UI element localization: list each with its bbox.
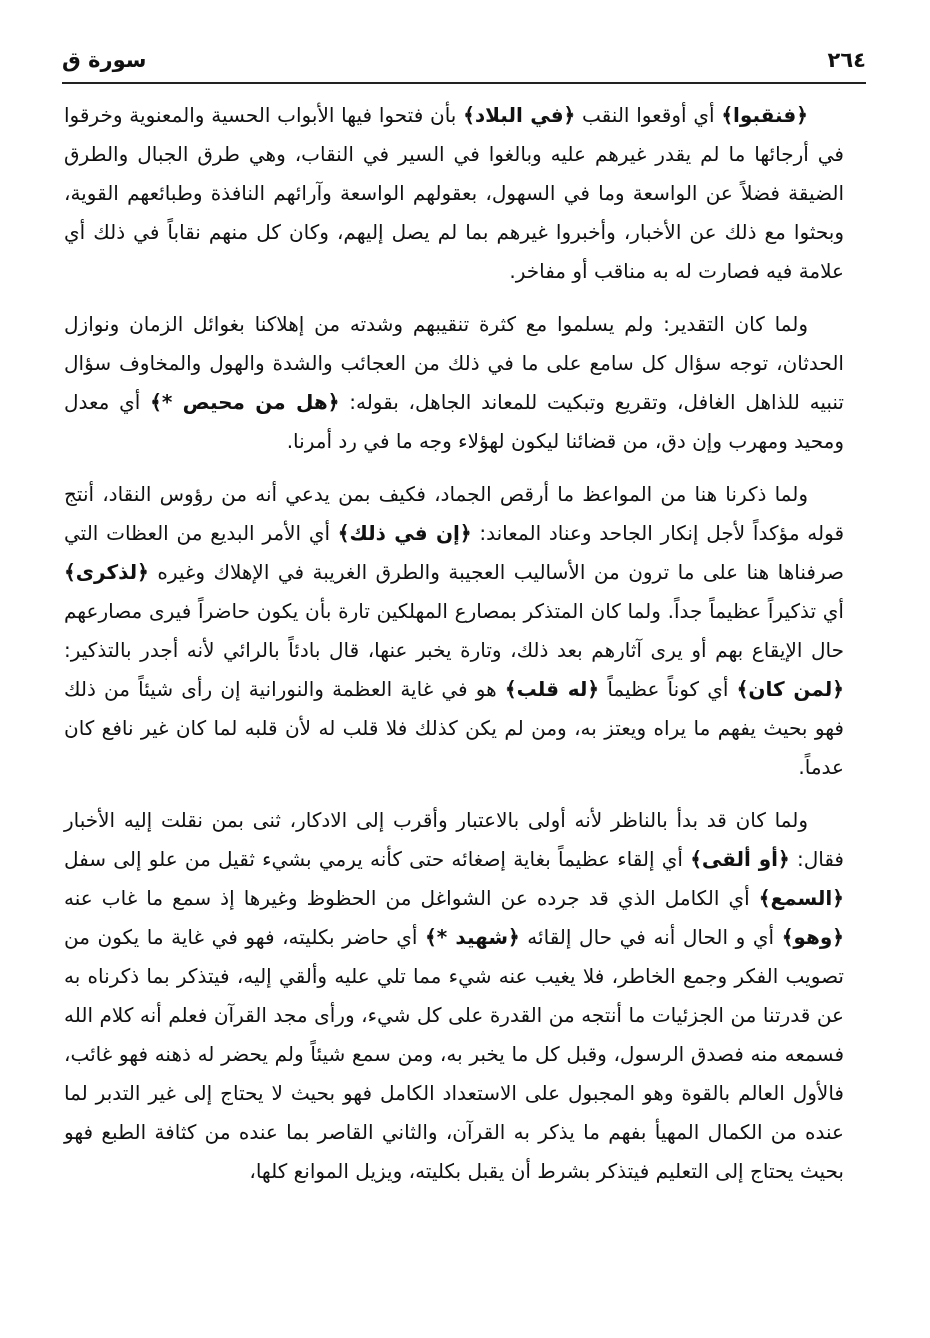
page-body (64, 96, 844, 1205)
commentary-text: أي تذكيراً عظيماً جداً. ولما كان المتذكر بمصارع المهلكين تارة بأن يكون حاضراً فيرى مصارعهم حال الإيقاع بهم أو يرى آثارهم بعد ذلك، وتارة يخبر عنها، قال بادئاً بالرائي لأنه أجدر بالتذكير: (64, 599, 844, 662)
commentary-text: ولما كان التقدير: ولم يسلموا مع كثرة تنقيبهم وشدته من إهلاكنا بغوائل الزمان ونوازل الحدثان، توجه سؤال كل سامع على ما في ذلك من العجائب والشدة والهول والمخاوف سؤال تنبيه للذاهل الغافل، وتقريع وتبكيت للمعاند الجاهل، بقوله: (64, 312, 844, 414)
commentary-text: أي حاضر بكليته، فهو في غاية ما يكون من تصويب الفكر وجمع الخاطر، فلا يغيب عنه شيء مما تلي عليه وألقي إليه، فيتذكر بما ذكرناه به عن قدرتنا من الجزئيات ما أنتجه من القدرة على كل شيء، ورأى مجد القرآن فعلم أنه كلام الله فسمعه منه فصدق الرسول، وقبل كل ما يخبر به، ومن سمع شيئاً ولم يحضر له ذهنه فهو غائب، فالأول العالم بالقوة وهو المجبول على الاستعداد الكامل فهو بحيث لا يحتاج إلى غير التدبر لما عنده من الكمال المهيأ بفهم ما يذكر به القرآن، والثاني القاصر بما عنده من كثافة الطبع فهو بحيث يحتاج إلى التعليم فيتذكر بشرط أن يقبل بكليته، ويزيل الموانع كلها، (64, 925, 844, 1183)
commentary-text: أي الكامل الذي قد جرده عن الشواغل من الحظوظ وغيرها إذ سمع ما غاب عنه (64, 886, 759, 910)
commentary-text: ولما ذكرنا هنا من المواعظ ما أرقص الجماد، فكيف بمن يدعي أنه من رؤوس النقاد، أنتج قوله مؤكداً لأجل إنكار الجاحد وعناد المعاند: (64, 482, 845, 545)
commentary-text: أي الأمر البديع من العظات التي صرفناها هنا على ما ترون من الأساليب العجيبة والطرق الغريبة في الإهلاك وغيره (64, 521, 844, 584)
commentary-text: أي كوناً عظيماً (599, 677, 737, 701)
quran-quote: ﴿وهو﴾ (781, 925, 844, 949)
commentary-text: بأن فتحوا فيها الأبواب الحسية والمعنوية وخرقوا في أرجائها ما لم يقدر غيرهم عليه وبالغوا في السير في النقاب، وهي طرق الجبال والطرق الضيقة فضلاً عن الواسعة وما في السهول، بعقولهم الواسعة وآرائهم النافذة وطبائعهم القوية، وبحثوا مع ذلك عن الأخبار، وأخبروا غيرهم بما لم يصل إليهم، وكان كل منهم نقاباً في ذلك أي علامة فيه فصارت له به مناقب أو مفاخر. (64, 103, 844, 283)
quran-quote: ﴿هل من محيص *﴾ (150, 390, 340, 414)
paragraph-3 (64, 475, 844, 787)
commentary-text: أي أوقعوا النقب (575, 103, 722, 127)
paragraph-2 (64, 305, 844, 461)
quran-quote: ﴿في البلاد﴾ (463, 103, 576, 127)
quran-quote: ﴿أو ألقى﴾ (690, 847, 790, 871)
commentary-text: هو في غاية العظمة والنورانية إن رأى شيئاً من ذلك فهو بحيث يفهم ما يراه ويعتز به، ومن لم يكن كذلك فلا قلب له لأن قلبه لما كان غير نافع كان عدماً. (64, 677, 844, 779)
quran-quote: ﴿فنقبوا﴾ (721, 103, 808, 127)
commentary-text: ولما كان قد بدأ بالناظر لأنه أولى بالاعتبار وأقرب إلى الادكار، ثنى بمن نقلت إليه الأخبار فقال: (64, 808, 844, 871)
commentary-text: أي و الحال أنه في حال إلقائه (519, 925, 782, 949)
quran-quote: ﴿إن في ذلك﴾ (337, 521, 472, 545)
commentary-text: أي إلقاء عظيماً بغاية إصغائه حتى كأنه يرمي بشيء ثقيل من علو إلى سفل (64, 847, 691, 871)
paragraph-1 (64, 96, 844, 291)
quran-quote: ﴿لذكرى﴾ (64, 560, 149, 584)
page-number: ٢٦٤ (827, 48, 866, 72)
page-header (62, 38, 866, 84)
commentary-text: أي معدل ومحيد ومهرب وإن دق، من قضائنا ليكون لهؤلاء وجه ما في رد أمرنا. (64, 390, 844, 453)
quran-quote: ﴿له قلب﴾ (504, 677, 600, 701)
quran-quote: ﴿شهيد *﴾ (425, 925, 520, 949)
paragraph-4 (64, 801, 844, 1191)
quran-quote: ﴿السمع﴾ (758, 886, 844, 910)
quran-quote: ﴿لمن كان﴾ (736, 677, 845, 701)
surah-title: سورة ق (62, 48, 147, 72)
